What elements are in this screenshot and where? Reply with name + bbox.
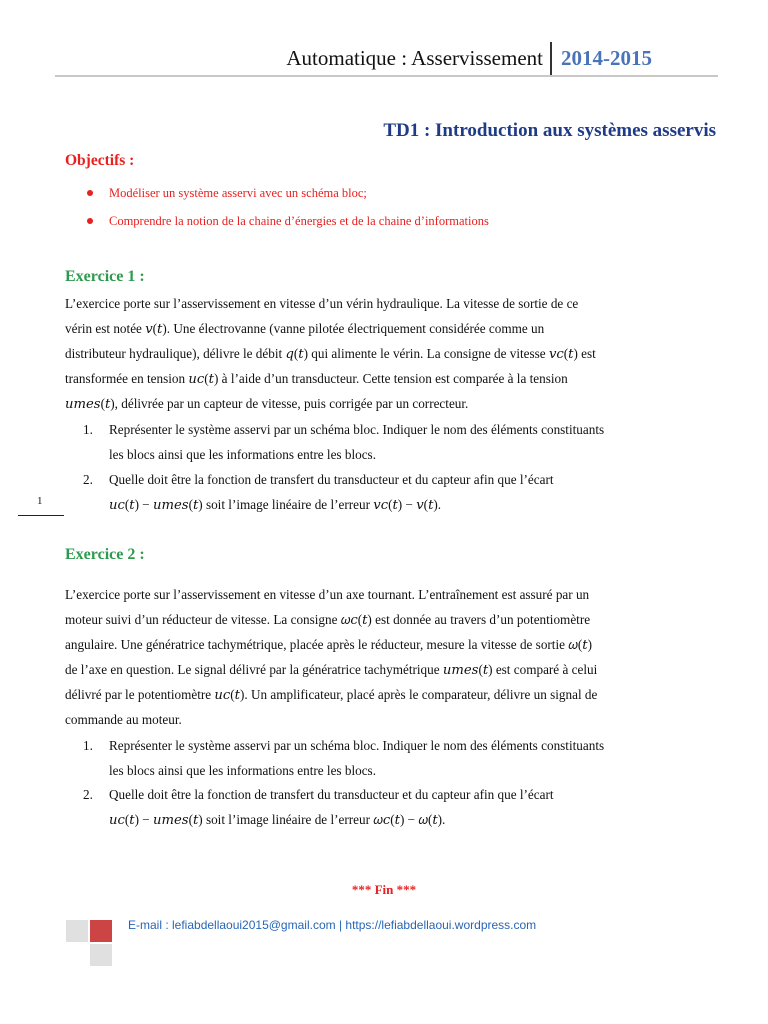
bullet-icon bbox=[87, 218, 93, 224]
paragraph-line: L’exercice porte sur l’asservissement en vitesse d’un vérin hydraulique. La vitesse de sortie de ce bbox=[65, 296, 579, 311]
paragraph-line: transformée en tension 𝑢𝑐(𝑡) à l’aide d’un transducteur. Cette tension est comparée à la tension bbox=[65, 371, 568, 386]
page-number-rule bbox=[18, 515, 64, 516]
paragraph-line: distributeur hydraulique), délivre le débit 𝑞(𝑡) qui alimente le vérin. La consigne de vitesse 𝑣𝑐(𝑡) est bbox=[65, 346, 596, 361]
objective-text: Modéliser un système asservi avec un schéma bloc; bbox=[109, 186, 367, 200]
paragraph-line: de l’axe en question. Le signal délivré par la génératrice tachymétrique 𝑢𝑚𝑒𝑠(𝑡) est comparé à celui bbox=[65, 662, 598, 677]
paragraph-line: angulaire. Une génératrice tachymétrique, placée après le réducteur, mesure la vitesse de sortie 𝜔(𝑡) bbox=[65, 637, 592, 652]
document-title: Automatique : Asservissement bbox=[286, 46, 543, 70]
page-number: 1 bbox=[37, 495, 43, 507]
exercise-1-title: Exercice 1 : bbox=[65, 268, 145, 285]
decor-square bbox=[90, 920, 112, 942]
question-number: 2. bbox=[83, 472, 93, 487]
exercise-2-statement bbox=[65, 582, 716, 732]
paragraph-line: L’exercice porte sur l’asservissement en vitesse d’un axe tournant. L’entraînement est assuré par un bbox=[65, 587, 590, 602]
question-line: Quelle doit être la fonction de transfert du transducteur et du capteur afin que l’écart bbox=[109, 787, 554, 802]
paragraph-line: délivré par le potentiomètre 𝑢𝑐(𝑡). Un amplificateur, placé après le comparateur, délivre un signal de bbox=[65, 687, 598, 702]
exercise-2-question-2 bbox=[83, 782, 716, 832]
question-number: 2. bbox=[83, 787, 93, 802]
paragraph-line: commande au moteur. bbox=[65, 712, 182, 727]
decor-square bbox=[66, 920, 88, 942]
header-rule bbox=[55, 75, 718, 77]
question-line: les blocs ainsi que les informations entre les blocs. bbox=[109, 763, 376, 778]
td-title: TD1 : Introduction aux systèmes asservis bbox=[383, 120, 716, 141]
bullet-icon bbox=[87, 190, 93, 196]
question-line: Représenter le système asservi par un schéma bloc. Indiquer le nom des éléments constituants bbox=[109, 738, 605, 753]
objectives-title: Objectifs : bbox=[65, 152, 135, 169]
question-line: Quelle doit être la fonction de transfert du transducteur et du capteur afin que l’écart bbox=[109, 472, 554, 487]
paragraph-line: vérin est notée 𝑣(𝑡). Une électrovanne (vanne pilotée électriquement considérée comme un bbox=[65, 321, 545, 336]
exercise-2-question-1 bbox=[83, 733, 716, 783]
question-number: 1. bbox=[83, 738, 93, 753]
question-number: 1. bbox=[83, 422, 93, 437]
exercise-1-question-2 bbox=[83, 467, 716, 517]
exercise-2-title: Exercice 2 : bbox=[65, 546, 145, 563]
question-line: les blocs ainsi que les informations entre les blocs. bbox=[109, 447, 376, 462]
academic-year: 2014-2015 bbox=[561, 46, 652, 70]
objective-text: Comprendre la notion de la chaine d’énergies et de la chaine d’informations bbox=[109, 214, 489, 228]
exercise-1-question-1 bbox=[83, 417, 716, 467]
header-separator bbox=[550, 42, 552, 76]
question-line: 𝑢𝑐(𝑡) − 𝑢𝑚𝑒𝑠(𝑡) soit l’image linéaire de l’erreur 𝑣𝑐(𝑡) − 𝑣(𝑡). bbox=[109, 497, 442, 512]
question-line: Représenter le système asservi par un schéma bloc. Indiquer le nom des éléments constituants bbox=[109, 422, 605, 437]
end-marker: *** Fin *** bbox=[351, 882, 417, 897]
decor-square bbox=[90, 944, 112, 966]
footer-contact: E-mail : lefiabdellaoui2015@gmail.com | https://lefiabdellaoui.wordpress.com bbox=[128, 918, 537, 932]
exercise-1-statement bbox=[65, 291, 716, 416]
question-line: 𝑢𝑐(𝑡) − 𝑢𝑚𝑒𝑠(𝑡) soit l’image linéaire de l’erreur 𝜔𝑐(𝑡) − 𝜔(𝑡). bbox=[109, 812, 446, 827]
paragraph-line: moteur suivi d’un réducteur de vitesse. La consigne 𝜔𝑐(𝑡) est donnée au travers d’un potentiomètre bbox=[65, 612, 591, 627]
paragraph-line: 𝑢𝑚𝑒𝑠(𝑡), délivrée par un capteur de vitesse, puis corrigée par un correcteur. bbox=[65, 396, 469, 411]
